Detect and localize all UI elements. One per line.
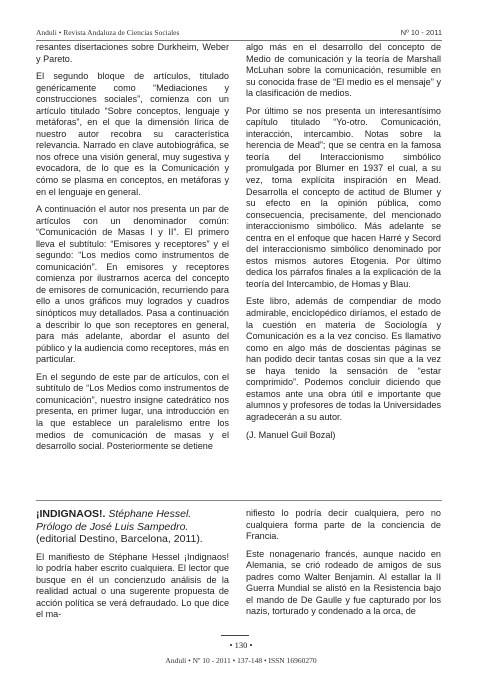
paragraph: El segundo bloque de artículos, titulado genéricamente como “Mediaciones y construcciones sociales”, comienza con un artículo titulado “Sobre conceptos, lenguaje y metáforas”, en el que la dimensión lírica de nuestro autor recobra su característica relevancia. Narrado en clave autobiográfica, se nos ofrece una visión general, muy sugestiva y evocadora, de lo que es la Comunicación y cómo se plasma en conceptos, en metáforas y en el lenguaje en general. bbox=[36, 71, 229, 197]
column-3 bbox=[36, 508, 229, 627]
paragraph: Este nonagenario francés, aunque nacido en Alemania, se crió rodeado de amigos de sus padres como Walter Benjamin. Al estallar la II Guerra Mundial se alistó en la Resistencia bajo el mando de De Gaulle y fue capturado por los nazis, torturado y condenado a la orca, de bbox=[246, 548, 441, 617]
section-divider bbox=[36, 500, 442, 501]
column-2 bbox=[246, 42, 441, 447]
book-prologue: Prólogo de José Luis Sampedro. bbox=[36, 520, 189, 533]
paragraph: Por último se nos presenta un interesantísimo capítulo titulado “Yo-otro. Comunicación, interacción, intercambio. Notas sobre la herencia de Mead”; que se centra en la famosa teoría del Interaccionismo simbólico promulgada por Blumer en 1937 el cual, a su vez, toma explícita inspiración en Mead. Desarrolla el concepto de actitud de Blumer y su efecto en la opinión pública, como consecuencia, precisamente, del mencionado interaccionismo simbólico. Más adelante se centra en el enfoque que hacen Harré y Secord del interaccionismo simbólico denominado por estos mismos autores Etogenia. Por último dedica los párrafos finales a la explicación de la teoría del Intercambio, de Homas y Blau. bbox=[246, 105, 441, 289]
review-signature: (J. Manuel Guil Bozal) bbox=[246, 429, 336, 440]
running-header bbox=[36, 28, 442, 41]
column-1 bbox=[36, 42, 229, 459]
column-4 bbox=[246, 508, 441, 624]
book-title-block bbox=[36, 508, 229, 546]
running-footer: Anduli • Nº 10 - 2011 • 137-148 • ISSN 16960270 bbox=[165, 656, 317, 665]
paragraph: algo más en el desarrollo del concepto de Medio de comunicación y la teoría de Marshall McLuhan sobre la comunicación, resumible en su conocida frase de “El medio es el mensaje” y la clasificación de medios. bbox=[246, 42, 441, 99]
journal-title: Anduli • Revista Andaluza de Ciencias Sociales bbox=[36, 28, 180, 37]
book-title: ¡INDIGNAOS!. bbox=[36, 508, 106, 520]
book-author: Stéphane Hessel. bbox=[108, 508, 192, 520]
book-publisher: (editorial Destino, Barcelona, 2011). bbox=[36, 533, 203, 545]
paragraph: En el segundo de este par de artículos, con el subtítulo de “Los Medios como instrumentos de comunicación”, nuestro insigne catedrático nos presenta, en primer lugar, una introducción en la que establece un paralelismo entre los medios de comunicación de masas y el desarrollo social. Posteriormente se detiene bbox=[36, 371, 229, 452]
page-number-rule bbox=[221, 635, 249, 636]
page-number: • 130 • bbox=[229, 640, 253, 650]
paragraph: nifiesto lo podría decir cualquiera, pero no cualquiera forma parte de la conciencia de Francia. bbox=[246, 508, 441, 542]
paragraph: El manifiesto de Stéphane Hessel ¡Indignaos! lo podría haber escrito cualquiera. El lector que busque en él un concienzudo análisis de la realidad actual o una sugerente propuesta de acción política se verá defraudado. Lo que dice el ma- bbox=[36, 551, 229, 620]
issue-number: Nº 10 - 2011 bbox=[400, 28, 442, 37]
paragraph: A continuación el autor nos presenta un par de artículos con un denominador común: “Comunicación de Masas I y II”. El primero lleva el subtítulo: “Emisores y receptores” y el segundo: “Los medios como instrumentos de comunicación”. En emisores y receptores comienza por ilustrarnos acerca del concepto de emisores de comunicación, recurriendo para ello a unos gráficos muy logrados y cuadros sinópticos muy detallados. Pasa a continuación a describir lo que son receptores en general, para más adelante, abordar el asunto del público y la audiencia como receptores, más en particular. bbox=[36, 204, 229, 365]
paragraph: Este libro, además de compendiar de modo admirable, enciclopédico diríamos, el estado de la cuestión en materia de Sociología y Comunicación es a la vez conciso. Es llamativo como en algo más de doscientas páginas se han podido decir tantas cosas sin que a la vez se haya tenido la sensación de “estar comprimido”. Podemos concluir diciendo que estamos ante una obra útil e importante que alumnos y profesores de todas la Universidades agradecerán a su autor. bbox=[246, 296, 441, 422]
paragraph: resantes disertaciones sobre Durkheim, Weber y Pareto. bbox=[36, 42, 229, 64]
